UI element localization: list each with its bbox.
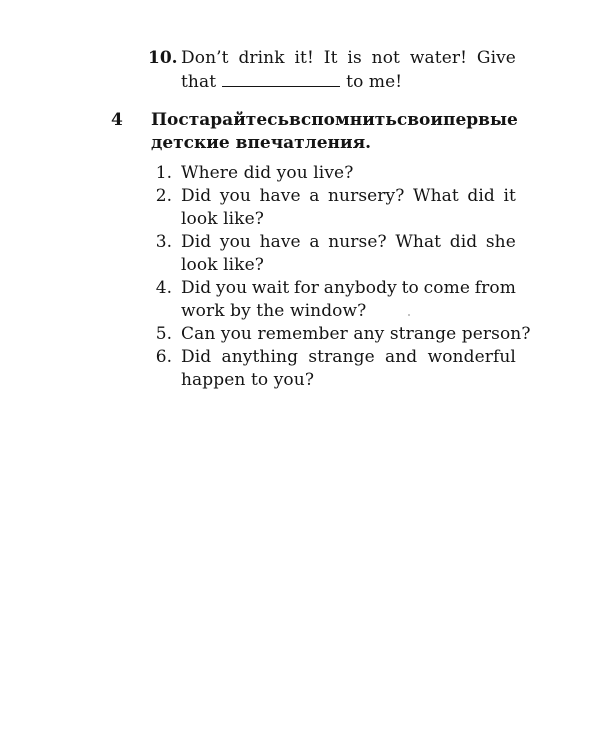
question-4-number: 4.: [155, 278, 172, 298]
question-3-line1: [181, 231, 516, 254]
question-word: anything: [221, 347, 299, 367]
section-heading-line2: детские впечатления.: [151, 133, 372, 153]
question-2-line2: look like?: [181, 209, 264, 229]
item-10-word: It: [323, 48, 338, 68]
question-word: you: [219, 186, 251, 206]
question-3-line2: look like?: [181, 255, 264, 275]
question-word: for: [294, 278, 320, 298]
question-6-line1: [181, 346, 516, 369]
question-1-number: 1.: [155, 163, 172, 183]
item-10-line2: [181, 71, 402, 94]
question-word: strange: [308, 347, 375, 367]
question-5-text: Can you remember any strange person?: [181, 324, 531, 344]
item-10-before-blank: that: [181, 72, 217, 92]
question-word: Did: [181, 347, 212, 367]
heading-word: вспомнить: [289, 110, 397, 130]
question-word: Did: [181, 278, 212, 298]
question-5-number: 5.: [155, 324, 172, 344]
print-speck: [408, 314, 410, 316]
question-4-line2: work by the window?: [181, 301, 367, 321]
question-word: have: [259, 186, 301, 206]
question-3-number: 3.: [155, 232, 172, 252]
item-10-word: Don’t: [181, 48, 229, 68]
item-10-word: is: [347, 48, 362, 68]
question-word: a: [309, 186, 320, 206]
question-1-text: Where did you live?: [181, 163, 354, 183]
item-10-line1: [181, 47, 516, 70]
item-10-number: 10.: [148, 48, 178, 68]
question-word: wait: [251, 278, 290, 298]
item-10-word: drink: [238, 48, 285, 68]
item-10-word: water!: [409, 48, 468, 68]
question-word: you: [216, 278, 248, 298]
question-4-line1: [181, 277, 516, 300]
question-word: What: [395, 232, 442, 252]
heading-word: первые: [443, 110, 518, 130]
question-word: from: [474, 278, 516, 298]
question-word: to: [401, 278, 419, 298]
question-word: Did: [181, 232, 212, 252]
question-word: and: [385, 347, 418, 367]
question-word: Did: [181, 186, 212, 206]
item-10-word: it!: [294, 48, 314, 68]
question-word: have: [259, 232, 301, 252]
question-word: wonderful: [427, 347, 516, 367]
question-word: What: [413, 186, 459, 206]
heading-word: свои: [396, 110, 444, 130]
heading-word: Постарайтесь: [151, 110, 290, 130]
question-word: nurse?: [328, 232, 387, 252]
question-word: it: [503, 186, 516, 206]
fill-in-blank: [222, 72, 340, 87]
question-word: did: [449, 232, 478, 252]
question-word: did: [467, 186, 495, 206]
question-6-line2: happen to you?: [181, 370, 315, 390]
question-word: she: [485, 232, 516, 252]
question-6-number: 6.: [155, 347, 172, 367]
question-word: nursery?: [328, 186, 405, 206]
item-10-after-blank: to me!: [346, 72, 403, 92]
section-number: 4: [111, 110, 123, 130]
item-10-word: Give: [476, 48, 516, 68]
question-word: a: [309, 232, 320, 252]
question-word: come: [423, 278, 470, 298]
question-2-line1: [181, 185, 516, 208]
question-word: you: [219, 232, 251, 252]
question-2-number: 2.: [155, 186, 172, 206]
question-word: anybody: [323, 278, 397, 298]
item-10-word: not: [371, 48, 400, 68]
section-heading-line1: [151, 109, 516, 132]
